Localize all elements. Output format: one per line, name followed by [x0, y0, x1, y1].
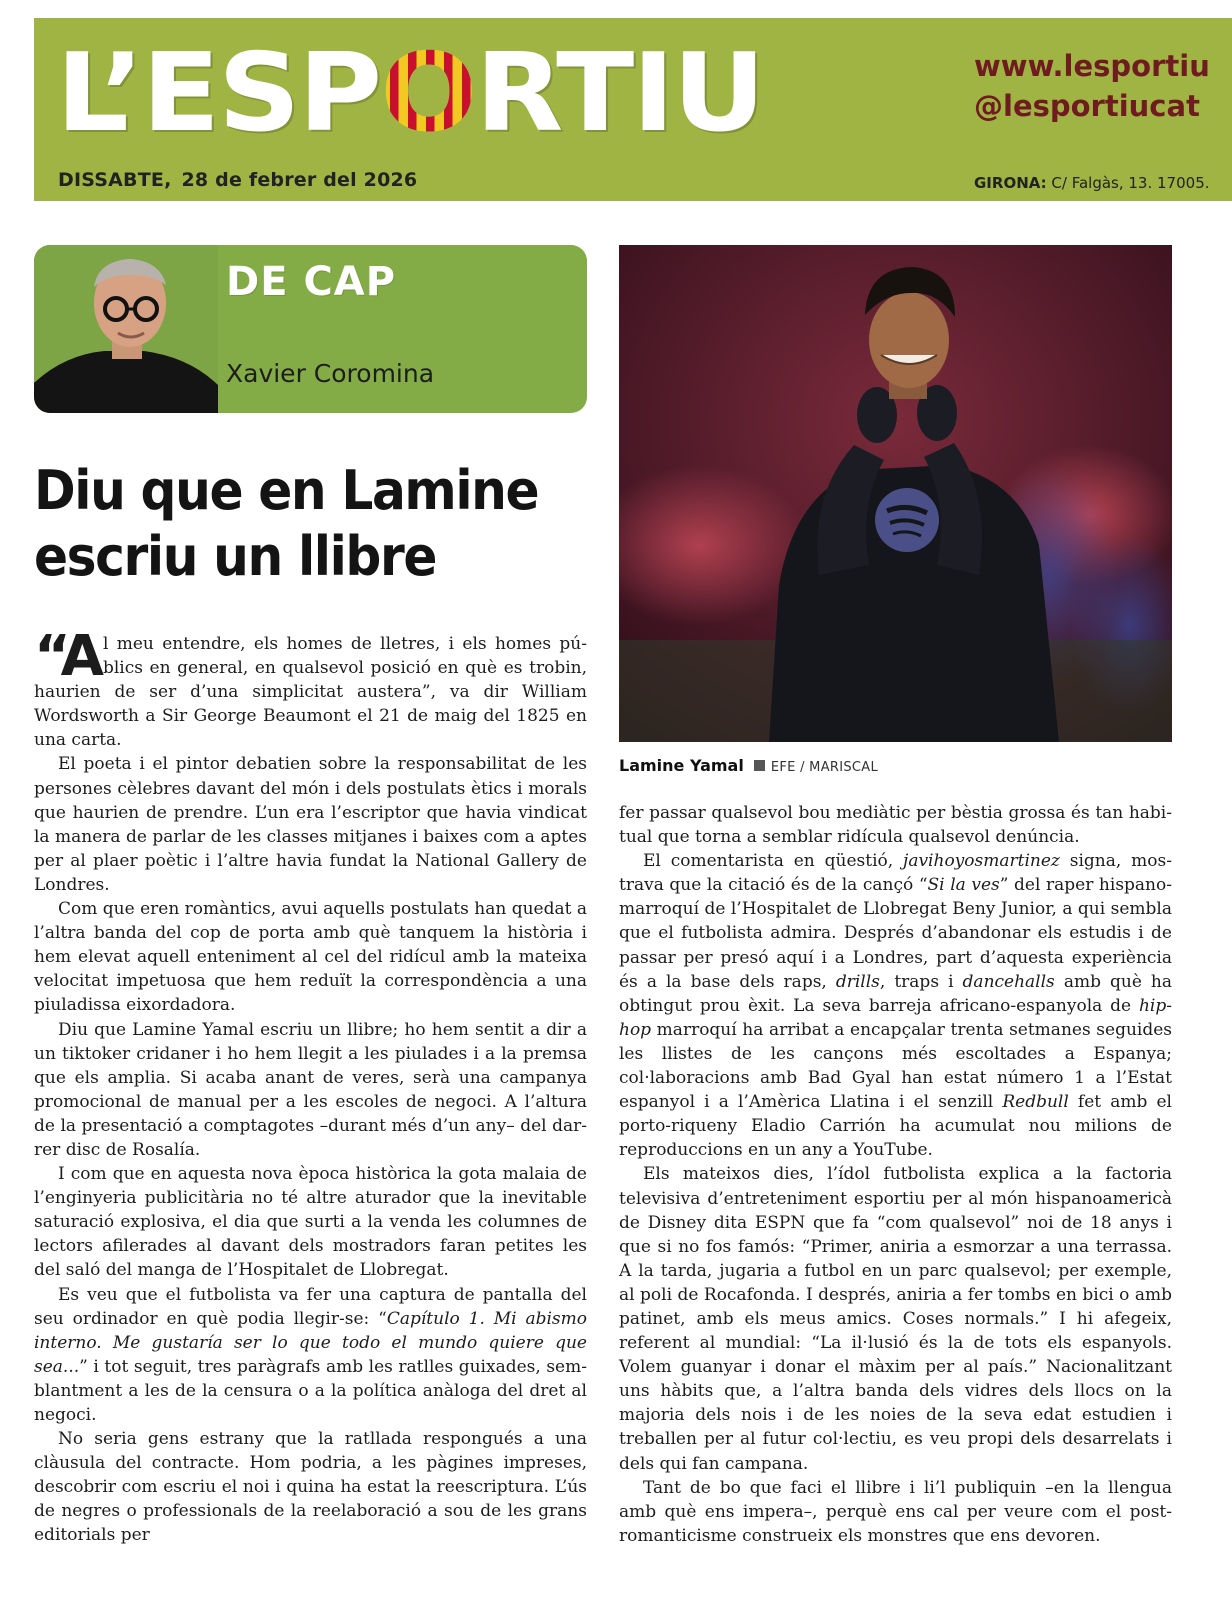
article-paragraph: fer passar qualsevol bou mediàtic per bèstia grossa és tan habitual que torna a semblar ridícula qualsevol denúncia.: [619, 803, 1172, 848]
column-header-box: [34, 245, 587, 413]
song-title: Si la ves: [927, 875, 1000, 896]
column-author-name[interactable]: Xavier Coromina: [226, 359, 435, 388]
website-link[interactable]: www.lesportiu: [974, 49, 1210, 83]
drop-quote-initial: “A: [34, 624, 101, 689]
column-section-title: DE CAP: [226, 259, 397, 305]
newspaper-logo[interactable]: L’ESPORTIU: [56, 31, 764, 156]
masthead-address: [974, 174, 1210, 192]
article-paragraph: I com que en aquesta nova època històrica la gota malaia de l’enginyeria publicitària no té altre aturador que la inevitable saturació explosiva, el dia que surti a la venda les columnes de lectors afilerades al davant dels mostradors faran petites les del saló del manga de l’Hospitalet de Llobregat.: [34, 1164, 587, 1281]
article-paragraph: Es veu que el futbolista va fer una captura de pantalla del seu ordinador en què podia llegir-se: “Capítulo 1. Mi abismo interno. Me gustaría ser lo que todo el mundo quiere que sea...” i tot seguit, tres paràgrafs amb les ratlles guixades, semblantment a les de la censura o a la política anàloga del dret al negoci.: [34, 1284, 587, 1425]
photo-credit: EFE / MARISCAL: [770, 760, 879, 775]
article-headline: Diu que en Lamine escriu un llibre: [34, 459, 539, 588]
issue-weekday: DISSABTE,: [58, 169, 172, 191]
quoted-book-excerpt: Capítulo 1. Mi abismo interno. Me gustaría ser lo que todo el mundo quiere que sea...: [34, 1308, 587, 1377]
article-paragraph: “Al meu entendre, els homes de lletres, i els homes públics en general, en qualsevol posició en què es trobin, haurien de ser d’una simplicitat austera”, va dir William Wordsworth a Sir George Beaumont el 21 de maig del 1825 en una carta.: [34, 624, 587, 751]
article-paragraph: Com que eren romàntics, avui aquells postulats han quedat a l’altra banda del cop de porta amb què tanquem la història i hem elevat aquell enteniment al cel del ridícul amb la mateixa velocitat impetuosa que hem reduït la correspondència a una piuladissa eixordadora.: [34, 899, 587, 1016]
article-paragraph: El comentarista en qüestió, javihoyosmartinez signa, mostrava que la citació és de la cançó “Si la ves” del raper hispanomarroquí de l’Hospitalet de Llobregat Beny Junior, a qui sembla que el futbolista admira. Després d’abandonar els estudis i de passar per presó aquí i a Londres, part d’aquesta experiència és a la base dels raps, drills, traps i dancehalls amb què ha obtingut prou èxit. La seva barreja africano-espanyola de hip-hop marroquí ha arribat a encapçalar trenta setmanes seguides les llistes de les cançons més escoltades a Espanya; col·laboracions amb Bad Gyal han estat número 1 a l’Estat espanyol i a l’Amèrica Llatina i el senzill Redbull fet amb el porto-riqueny Eladio Carrión ha acumulat nou milions de reproduccions en un any a YouTube.: [619, 851, 1172, 1161]
article-paragraph: No seria gens estrany que la ratllada respongués a una clàusula del contracte. Hom podria, a les pàgines impreses, descobrir com escriu el noi i quina ha estat la reescriptura. L’ús de negres o professionals de la reelaboració a sou de les grans editorials per: [34, 1429, 587, 1546]
social-username: javihoyosmartinez: [903, 851, 1060, 872]
issue-date-text: 28 de febrer del 2026: [181, 169, 418, 191]
address-text: C/ Falgàs, 13. 17005.: [1051, 174, 1210, 192]
single-title: Redbull: [1002, 1092, 1069, 1113]
article-paragraph: El poeta i el pintor debatien sobre la responsabilitat de les persones cèlebres davant del món i dels postulats ètics i morals que haurien de prendre. L’un era l’escriptor que havia vindicat la manera de parlar de les classes mitjanes i baixes com a aptes per al plaer poètic i l’altre havia fundat la National Gallery de Londres.: [34, 754, 587, 895]
logo-flag-letter: O: [380, 31, 476, 156]
article-paragraph: Tant de bo que faci el llibre i li’l publiquin –en la llengua amb què ens impera–, perquè ens cal per veure com el post-romanticisme construeix els monstres que ens devoren.: [619, 1477, 1172, 1546]
masthead-contacts: [974, 46, 1232, 126]
masthead: [34, 18, 1232, 201]
caption-square-icon: [754, 760, 765, 771]
caption-subject: Lamine Yamal: [619, 756, 744, 775]
author-portrait: [34, 245, 218, 413]
social-handle-link[interactable]: @lesportiucat: [974, 89, 1200, 123]
issue-date: [58, 169, 417, 191]
photo-caption: [619, 756, 878, 775]
address-label: GIRONA:: [974, 174, 1047, 192]
article-column-right: [619, 801, 1172, 1548]
article-photo[interactable]: [619, 245, 1172, 742]
article-paragraph: Els mateixos dies, l’ídol futbolista explica a la factoria televisiva d’entreteniment esportiu per al món hispanoamericà de Disney dita ESPN que fa “com qualsevol” noi de 18 anys i que si no fos famós: “Primer, aniria a esmorzar a una terrassa. A la tarda, jugaria a futbol en un parc qualsevol; per exemple, al poli de Rocafonda. I després, aniria a fer tombs en bici o amb patinet, amb els meus amics. Coses normals.” I hi afegeix, referent al mundial: “La il·lusió és la de tots els espanyols. Volem guanyar i donar el màxim per al país.” Nacionalitzant uns hàbits que, a l’altra banda dels vidres dels llocs on la majoria dels nois i de les noies de la seva edat estudien i treballen per al futur col·lectiu, es veu propi dels desarrelats i dels qui fan campana.: [619, 1164, 1172, 1474]
article-column-left: [34, 624, 587, 1548]
article-paragraph: Diu que Lamine Yamal escriu un llibre; ho hem sentit a dir a un tiktoker cridaner i ho hem llegit a les piulades i a la premsa que els amplia. Si acaba anant de veres, serà una campanya promocional de manual per a les escoles de negoci. A l’altura de la presentació a comptagotes –durant més d’un any– del darrer disc de Rosalía.: [34, 1019, 587, 1160]
